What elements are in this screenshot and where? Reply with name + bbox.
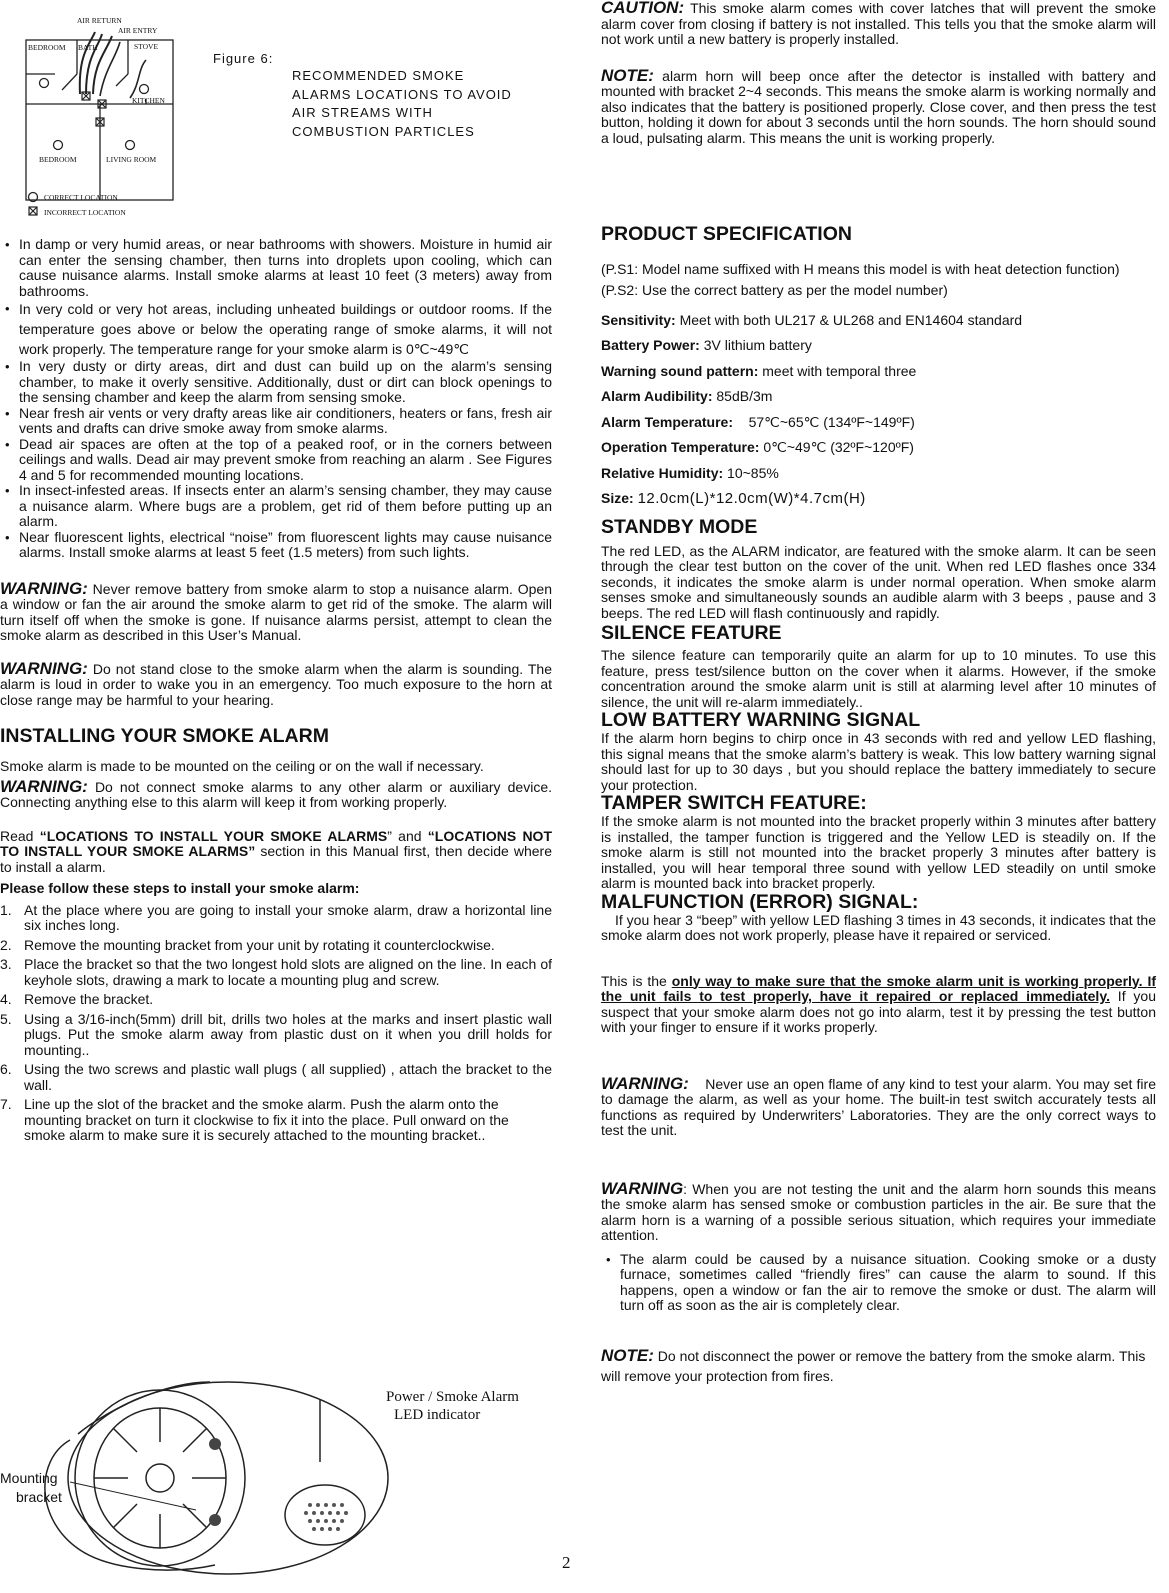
list-item: • Near fluorescent lights, electrical “noise” from fluorescent lights may cause nuisance alarms. Install smoke alarms at least 5 feet (1.5 meters) from such lights. — [0, 530, 552, 561]
smoke-alarm-illustration — [0, 1370, 552, 1575]
spec-key: Alarm Audibility: — [601, 388, 713, 404]
step-item — [0, 1097, 552, 1144]
step-number: 3. — [0, 956, 12, 972]
label-bedroom-1: BEDROOM — [28, 43, 66, 52]
step-text: Using a 3/16-inch(5mm) drill bit, drills two holes at the marks and insert plastic wall plugs. Put the smoke alarm away from plastic dust on it when you drill holds for mounting.. — [24, 1010, 552, 1058]
caution-text: This smoke alarm comes with cover latches that will prevent the smoke alarm cover from closing if battery is not installed. This tells you that the smoke alarm will not work until a new battery is properly installed. — [601, 0, 1157, 47]
list-item: • In very dusty or dirty areas, dirt and dust can build up on the alarm’s sensing chamber, to make it overly sensitive. Additionally, dust or dirt can block openings to the sensing chamber and keep the alarm from sensing smoke. — [0, 359, 552, 406]
warning-hearing — [0, 658, 553, 709]
label-kitchen: KITCHEN — [132, 96, 165, 105]
spec-row — [601, 364, 1156, 380]
spec-row — [601, 338, 1156, 354]
steps-heading: Please follow these steps to install your smoke alarm: — [0, 880, 360, 896]
silence-heading: SILENCE FEATURE — [601, 622, 782, 644]
note-text: Do not disconnect the power or remove the battery from the smoke alarm. This will remove your protection from fires. — [601, 1347, 1146, 1384]
floor-plan-diagram — [20, 14, 180, 224]
warning-label: WARNING: — [0, 658, 88, 678]
right-column — [601, 0, 1156, 1386]
warning-open-flame — [601, 1073, 1156, 1139]
caution-label: CAUTION: — [601, 0, 685, 17]
spec-row — [601, 389, 1156, 405]
step-number: 6. — [0, 1061, 12, 1077]
legend-incorrect: INCORRECT LOCATION — [44, 208, 126, 217]
only-way-underlined: only way to make sure that the smoke alarm unit is working properly. If the unit fails to test properly, have it repaired or replaced immediately. — [601, 972, 1156, 1004]
step-number: 7. — [0, 1096, 12, 1112]
warning-text: Do not stand close to the smoke alarm when the alarm is sounding. The alarm is loud in order to wake you in an emergency. Too much exposure to the horn at close range may be harmful to your hearing. — [0, 660, 553, 708]
only-post: If you suspect that your smoke alarm does not go into alarm, test it by pressing the test button with your finger to ensure if it works properly. — [601, 988, 1157, 1035]
warning-label: WARNING: — [0, 776, 88, 796]
warning-text: Never use an open flame of any kind to test your alarm. You may set fire to damage the alarm, as well as your home. The built-in test switch accurately tests all functions as required by Underwriters’ Laboratories. They are the only correct ways to test the unit. — [601, 1075, 1156, 1138]
read-bold-2: “LOCATIONS NOT TO INSTALL YOUR SMOKE ALARMS” — [0, 827, 552, 859]
left-column — [0, 237, 552, 1148]
tamper-text: If the smoke alarm is not mounted into the bracket properly within 3 minutes after battery is installed, the tamper function is triggered and the Yellow LED is steadily on. If the smoke alarm is still not mounted into the bracket properly 3 minutes after battery is installed, you will hear temporal three sound with yellow LED steadily on until smoke alarm is mounted back into bracket properly. — [601, 813, 1156, 891]
label-mounting: Mounting — [0, 1470, 58, 1486]
malfunction-heading: MALFUNCTION (ERROR) SIGNAL: — [601, 890, 919, 913]
label-power-led: Power / Smoke Alarm — [386, 1389, 519, 1405]
spec-row — [601, 415, 1156, 431]
figure-6-caption-line: ALARMS LOCATIONS TO AVOID — [292, 86, 512, 102]
figure-6-caption — [292, 67, 512, 141]
read-mid: ” and — [387, 827, 422, 844]
spec-value: 10~85% — [727, 464, 779, 481]
spec-value: Meet with both UL217 & UL268 and EN14604 standard — [679, 311, 1023, 328]
step-item — [0, 1012, 552, 1059]
spec-row — [601, 491, 1156, 507]
step-number: 1. — [0, 901, 12, 918]
list-item: • Near fresh air vents or very drafty areas like air conditioners, heaters or fans, fresh air vents and drafts can drive smoke away from smoke alarms. — [0, 406, 552, 437]
list-item: • Dead air spaces are often at the top of a peaked roof, or in the corners between ceilings and walls. Dead air may prevent smoke from reaching an alarm . See Figures 4 and 5 for recommended mounting locations. — [0, 437, 552, 484]
step-number: 4. — [0, 991, 12, 1007]
install-steps — [0, 903, 552, 1144]
ps2-note: (P.S2: Use the correct battery as per the model number) — [601, 282, 948, 298]
step-text: At the place where you are going to install your smoke alarm, draw a horizontal line six inches long. — [24, 901, 552, 933]
step-text: Line up the slot of the bracket and the smoke alarm. Push the alarm onto the mounting bracket on turn it clockwise to fix it into the place. Pull onward on the smoke alarm to make sure it is securely attached to the mounting bracket.. — [24, 1096, 509, 1143]
install-intro: Smoke alarm is made to be mounted on the ceiling or on the wall if necessary. — [0, 758, 484, 774]
spec-key: Sensitivity: — [601, 311, 676, 328]
silence-text: The silence feature can temporarily quite an alarm for up to 10 minutes. To use this feature, press test/silence button on the cover when it alarms. However, if the smoke concentration around the smoke alarm unit is still at alarming level after 10 minutes of silence, the unit will re-alarm immediately.. — [601, 647, 1156, 710]
spec-key: Warning sound pattern: — [601, 362, 759, 379]
spec-row — [601, 313, 1156, 329]
list-item: • In very cold or very hot areas, including unheated buildings or outdoor rooms. If the temperature goes above or below the operating range of smoke alarms, it will not work properly. The temperature range for your smoke alarm is 0℃~49℃ — [0, 299, 552, 359]
spec-key: Operation Temperature: — [601, 439, 760, 455]
label-bracket: bracket — [16, 1489, 62, 1505]
battery-note — [601, 65, 1156, 147]
warning-label: WARNING: — [0, 578, 88, 598]
figure-6-label: Figure 6: — [213, 51, 274, 66]
read-pre: Read — [0, 827, 40, 844]
list-item: • The alarm could be caused by a nuisance situation. Cooking smoke or a dusty furnace, sometimes called “friendly fires” can cause the alarm to sound. If this happens, open a window or fan the air to remove the smoke or dust. The alarm will turn off as soon as the air is completely clear. — [601, 1252, 1156, 1314]
only-pre: This is the — [601, 972, 672, 989]
ps1-note: (P.S1: Model name suffixed with H means this model is with heat detection function) — [601, 261, 1120, 277]
warning-text: Do not connect smoke alarms to any other alarm or auxiliary device. Connecting anything else to this alarm will keep it from working properly. — [0, 778, 553, 810]
step-number: 5. — [0, 1010, 12, 1027]
step-item — [0, 938, 552, 954]
warning-label: WARNING: — [601, 1073, 689, 1093]
figure-6-caption-line: RECOMMENDED SMOKE — [292, 68, 465, 83]
label-power-led-2: LED indicator — [394, 1407, 481, 1423]
step-number: 2. — [0, 936, 12, 953]
step-item — [0, 992, 552, 1008]
warning-horn-sounds — [601, 1178, 1156, 1244]
label-air-return: AIR RETURN — [77, 16, 122, 25]
label-bedroom-2: BEDROOM — [39, 155, 77, 164]
warning-nuisance — [0, 578, 553, 644]
step-item — [0, 1062, 552, 1093]
label-bath: BATH — [78, 43, 98, 52]
figure-6-caption-line: AIR STREAMS WITH — [292, 105, 433, 120]
warning-label: WARNING — [601, 1178, 684, 1198]
standby-heading: STANDBY MODE — [601, 515, 758, 538]
warning-text: : When you are not testing the unit and the alarm horn sounds this means the smoke alarm has sensed smoke or combustion particles in the air. Be sure that the alarm horn is a warning of a possible serious situation, which requires your immediate attention. — [601, 1180, 1156, 1243]
spec-list — [601, 313, 1156, 507]
step-item — [0, 957, 552, 988]
tamper-heading: TAMPER SWITCH FEATURE: — [601, 792, 867, 814]
spec-value: meet with temporal three — [762, 362, 917, 379]
spec-value: 0℃~49℃ (32ºF~120ºF) — [763, 439, 914, 455]
spec-value: 85dB/3m — [716, 388, 773, 404]
list-item: • In damp or very humid areas, or near bathrooms with showers. Moisture in humid air can enter the sensing chamber, then turns into droplets upon cooling, which can cause nuisance alarms. Install smoke alarms at least 10 feet (3 meters) away from bathrooms. — [0, 237, 552, 299]
spec-key: Alarm Temperature: — [601, 413, 734, 430]
warning-text: Never remove battery from smoke alarm to stop a nuisance alarm. Open a window or fan the air around the smoke alarm to get rid of the smoke. The alarm will turn itself off when the smoke is gone. If nuisance alarms persist, attempt to clean the smoke alarm as described in this User’s Manual. — [0, 580, 553, 643]
malfunction-text: If you hear 3 “beep” with yellow LED flashing 3 times in 43 seconds, it indicates that the smoke alarm does not work properly, please have it repaired or serviced. — [601, 911, 1156, 943]
list-item: • In insect-infested areas. If insects enter an alarm’s sensing chamber, they may cause a nuisance alarm. Where bugs are a problem, get rid of them before putting up an alarm. — [0, 483, 552, 530]
note-label: NOTE: — [601, 65, 654, 85]
label-air-entry: AIR ENTRY — [118, 26, 158, 35]
read-sections-note — [0, 829, 552, 876]
low-battery-text: If the alarm horn begins to chirp once in 43 seconds with red and yellow LED flashing, this signal means that the smoke alarm’s battery is weak. This low battery warning signal should last for up to 30 days , but you should replace the battery immediately to secure your protection. — [601, 730, 1156, 793]
caution-note — [601, 0, 1156, 48]
step-text: Using the two screws and plastic wall plugs ( all supplied) , attach the bracket to the wall. — [24, 1061, 552, 1093]
spec-key: Size: — [601, 490, 634, 506]
low-battery-heading: LOW BATTERY WARNING SIGNAL — [601, 709, 921, 731]
standby-text: The red LED, as the ALARM indicator, are featured with the smoke alarm. It can be seen through the clear test button on the cover of the unit. When red LED flashes once 334 seconds, it indicates the smoke alarm is under normal operation. When smoke alarm senses smoke and simultaneously sounds an audible alarm with 3 beeps , pause and 3 beeps. The red LED will flash continuously and rapidly. — [601, 542, 1156, 621]
spec-key: Relative Humidity: — [601, 464, 724, 481]
figure-6-caption-line: COMBUSTION PARTICLES — [292, 123, 475, 139]
power-note — [601, 1346, 1156, 1386]
step-text: Remove the bracket. — [24, 991, 154, 1007]
spec-row — [601, 466, 1156, 482]
spec-value: 57℃~65℃ (134ºF~149ºF) — [748, 413, 915, 430]
spec-value: 12.0cm(L)*12.0cm(W)*4.7cm(H) — [637, 490, 866, 507]
legend-correct: CORRECT LOCATION — [44, 193, 118, 202]
warning-connect — [0, 776, 553, 811]
step-item — [0, 903, 552, 934]
spec-value: 3V lithium battery — [703, 337, 812, 353]
step-text: Place the bracket so that the two longest hold slots are aligned on the line. In each of keyhole slots, drawing a mark to locate a mounting plug and screw. — [24, 956, 552, 988]
note-text: alarm horn will beep once after the detector is installed with battery and mounted with bracket 2~4 seconds. This means the smoke alarm is working normally and also indicates that the battery is positioned properly. Close cover, and then press the test button, holding it down for about 3 seconds until the horn sounds. The horn should sound a loud, pulsating alarm. This means the unit is working properly. — [601, 67, 1156, 146]
read-bold-1: “LOCATIONS TO INSTALL YOUR SMOKE ALARMS — [39, 827, 388, 844]
spec-row — [601, 440, 1156, 456]
label-stove: STOVE — [134, 42, 159, 51]
nuisance-list — [601, 1252, 1156, 1314]
install-heading: INSTALLING YOUR SMOKE ALARM — [0, 725, 329, 747]
spec-key: Battery Power: — [601, 337, 700, 353]
locations-not-to-install-list — [0, 237, 552, 561]
page-number: 2 — [562, 1553, 571, 1572]
label-living-room: LIVING ROOM — [106, 155, 157, 164]
step-text: Remove the mounting bracket from your unit by rotating it counterclockwise. — [24, 936, 495, 953]
spec-heading: PRODUCT SPECIFICATION — [601, 223, 852, 245]
read-post: section in this Manual first, then decide where to install a alarm. — [0, 843, 552, 875]
test-importance-note — [601, 974, 1156, 1036]
note-label: NOTE: — [601, 1345, 654, 1365]
